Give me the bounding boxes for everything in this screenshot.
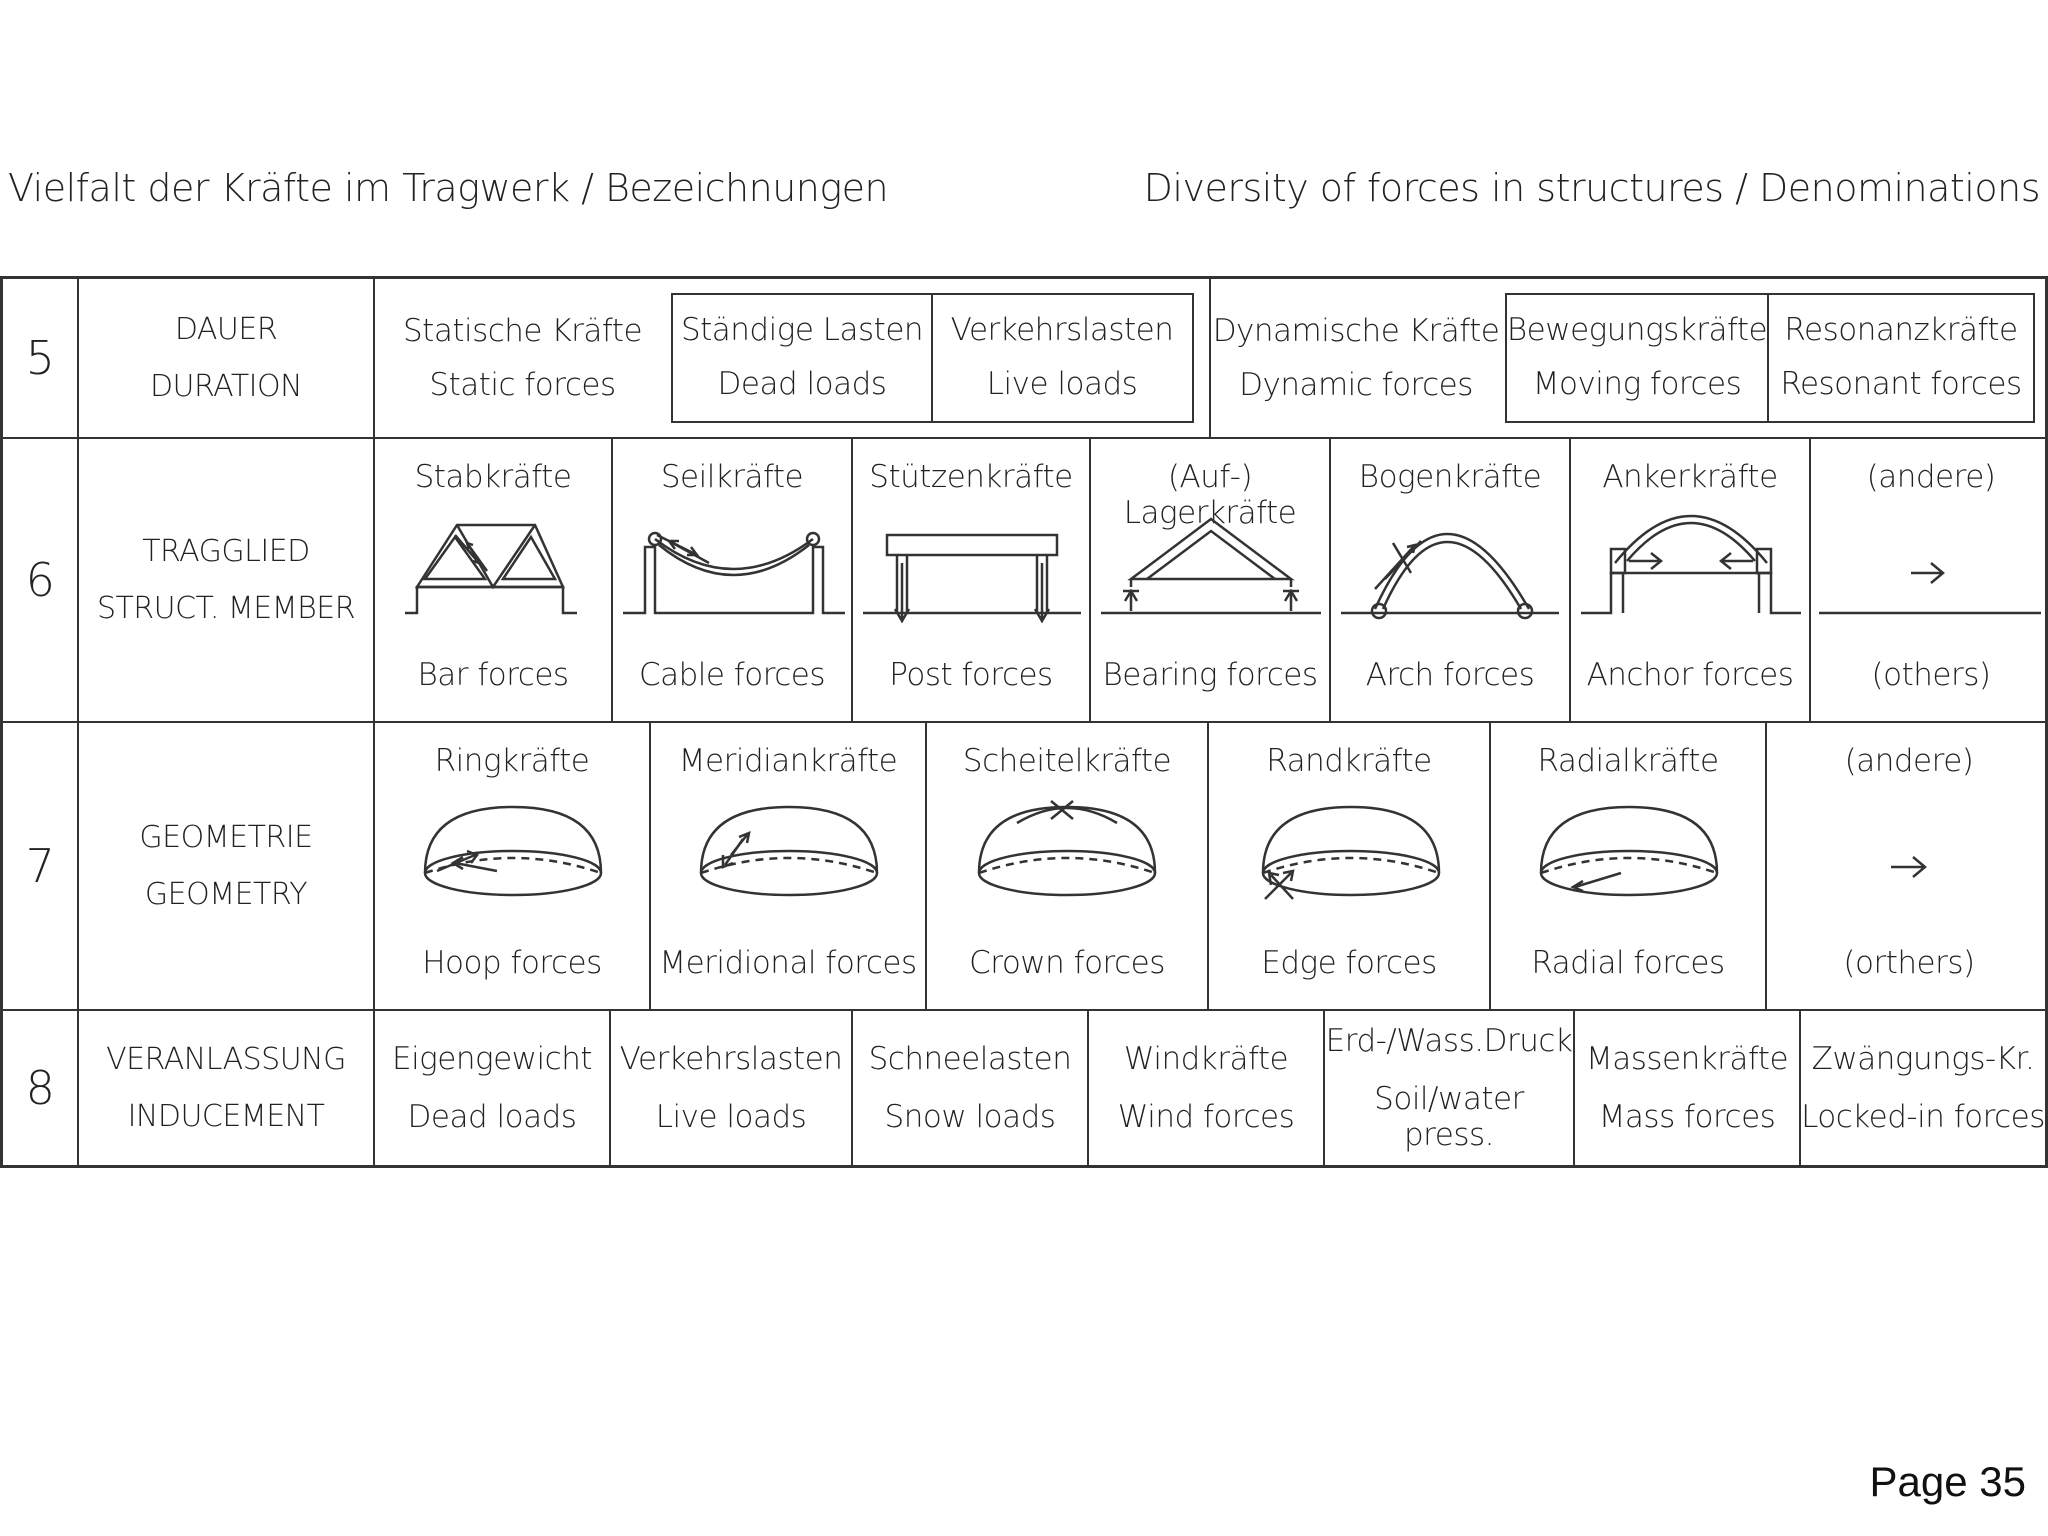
inducement-cell <box>1801 1011 2045 1165</box>
row-duration <box>3 279 2045 439</box>
label-en: (orthers) <box>1843 945 1975 981</box>
category-de: VERANLASSUNG <box>106 1042 346 1077</box>
meridional-forces-cell <box>651 723 927 1009</box>
label-en: Edge forces <box>1261 945 1437 981</box>
label-en: Live loads <box>655 1099 807 1135</box>
category-de: DAUER <box>174 312 278 347</box>
inducement-cell <box>611 1011 853 1165</box>
label-de: Radialkräfte <box>1537 743 1719 779</box>
row-number: 5 <box>3 279 79 437</box>
category-de: GEOMETRIE <box>139 820 313 855</box>
label-de: Meridiankräfte <box>678 743 898 779</box>
label-de: Bewegungskräfte <box>1506 312 1768 348</box>
inducement-cell <box>1575 1011 1801 1165</box>
label-de: Ständige Lasten <box>680 312 924 348</box>
forces-table <box>0 276 2048 1168</box>
label-en: Snow loads <box>884 1099 1056 1135</box>
label-en: Hoop forces <box>422 945 602 981</box>
hoop-forces-cell <box>375 723 651 1009</box>
label-en: Dead loads <box>407 1099 577 1135</box>
label-en: (others) <box>1871 657 1991 693</box>
label-de: Erd-/Wass.Druck <box>1325 1023 1573 1059</box>
category-label <box>79 1011 375 1165</box>
anchor-forces-cell <box>1571 439 1811 721</box>
label-en: Meridional forces <box>659 945 917 981</box>
title-german: Vielfalt der Kräfte im Tragwerk / Bezeichnungen <box>8 166 889 210</box>
bar-forces-cell <box>375 439 613 721</box>
label-de: Massenkräfte <box>1585 1041 1789 1077</box>
row-structural-member <box>3 439 2045 723</box>
label-en: Arch forces <box>1365 657 1535 693</box>
label-en: Live loads <box>986 366 1138 402</box>
label-en: Crown forces <box>969 945 1165 981</box>
dead-loads-cell <box>673 293 933 421</box>
label-en: Static forces <box>429 367 616 403</box>
bearing-forces-cell <box>1091 439 1331 721</box>
label-en: Soil/water press. <box>1374 1081 1524 1153</box>
label-en: Moving forces <box>1532 366 1742 402</box>
row-number: 8 <box>3 1011 79 1165</box>
label-de: Scheitelkräfte <box>962 743 1172 779</box>
label-en: Bearing forces <box>1102 657 1318 693</box>
crown-forces-cell <box>927 723 1209 1009</box>
label-de: (andere) <box>1844 743 1974 779</box>
label-en: Dead loads <box>717 366 887 402</box>
live-loads-cell <box>933 293 1191 421</box>
moving-forces-cell <box>1507 293 1769 421</box>
inducement-cell <box>375 1011 611 1165</box>
label-en: Wind forces <box>1117 1099 1295 1135</box>
label-de: Verkehrslasten <box>950 312 1174 348</box>
cable-forces-cell <box>613 439 853 721</box>
label-de: Dynamische Kräfte <box>1212 313 1500 349</box>
static-forces-cell <box>375 279 670 437</box>
row-number: 7 <box>3 723 79 1009</box>
other-forces-cell <box>1811 439 2048 721</box>
label-de: Stabkräfte <box>414 459 572 495</box>
label-de: Randkräfte <box>1266 743 1432 779</box>
other-geometry-cell <box>1767 723 2048 1009</box>
label-de: Stützenkräfte <box>869 459 1073 495</box>
category-en: INDUCEMENT <box>127 1099 325 1134</box>
label-en: Anchor forces <box>1586 657 1794 693</box>
category-label <box>79 723 375 1009</box>
inducement-cell <box>1325 1011 1575 1165</box>
label-en: Radial forces <box>1531 945 1725 981</box>
label-en: Cable forces <box>638 657 826 693</box>
label-de: Ankerkräfte <box>1602 459 1778 495</box>
radial-forces-cell <box>1491 723 1767 1009</box>
label-de: Schneelasten <box>868 1041 1072 1077</box>
row-number: 6 <box>3 439 79 721</box>
label-de: Seilkräfte <box>660 459 804 495</box>
label-de: Windkräfte <box>1123 1041 1289 1077</box>
label-de: Zwängungs-Kr. <box>1811 1041 2035 1077</box>
resonant-forces-cell <box>1769 293 2033 421</box>
title-english: Diversity of forces in structures / Denominations <box>1143 166 2040 210</box>
label-de: Eigengewicht <box>391 1041 592 1077</box>
label-en: Dynamic forces <box>1239 367 1473 403</box>
page-number: Page 35 <box>1869 1458 2026 1505</box>
dynamic-forces-cell <box>1211 279 1501 437</box>
row-geometry <box>3 723 2045 1011</box>
post-forces-cell <box>853 439 1091 721</box>
arch-forces-cell <box>1331 439 1571 721</box>
label-de: Ringkräfte <box>434 743 590 779</box>
label-de: Bogenkräfte <box>1358 459 1542 495</box>
label-en: Bar forces <box>417 657 569 693</box>
label-en: Post forces <box>889 657 1053 693</box>
label-de: Resonanzkräfte <box>1784 312 2018 348</box>
label-de: (Auf-) Lagerkräfte <box>1123 459 1297 531</box>
label-de: Verkehrslasten <box>619 1041 843 1077</box>
label-en: Mass forces <box>1598 1099 1776 1135</box>
label-en: Resonant forces <box>1780 366 2022 402</box>
label-de: (andere) <box>1866 459 1996 495</box>
row-inducement <box>3 1011 2045 1165</box>
category-de: TRAGGLIED <box>142 534 310 569</box>
label-en: Locked-in forces <box>1801 1099 2045 1135</box>
category-en: GEOMETRY <box>144 877 308 912</box>
category-label <box>79 439 375 721</box>
inducement-cell <box>1089 1011 1325 1165</box>
inducement-cell <box>853 1011 1089 1165</box>
label-de: Statische Kräfte <box>402 313 643 349</box>
category-en: DURATION <box>149 369 303 404</box>
category-label <box>79 279 375 437</box>
edge-forces-cell <box>1209 723 1491 1009</box>
category-en: STRUCT. MEMBER <box>96 591 356 626</box>
